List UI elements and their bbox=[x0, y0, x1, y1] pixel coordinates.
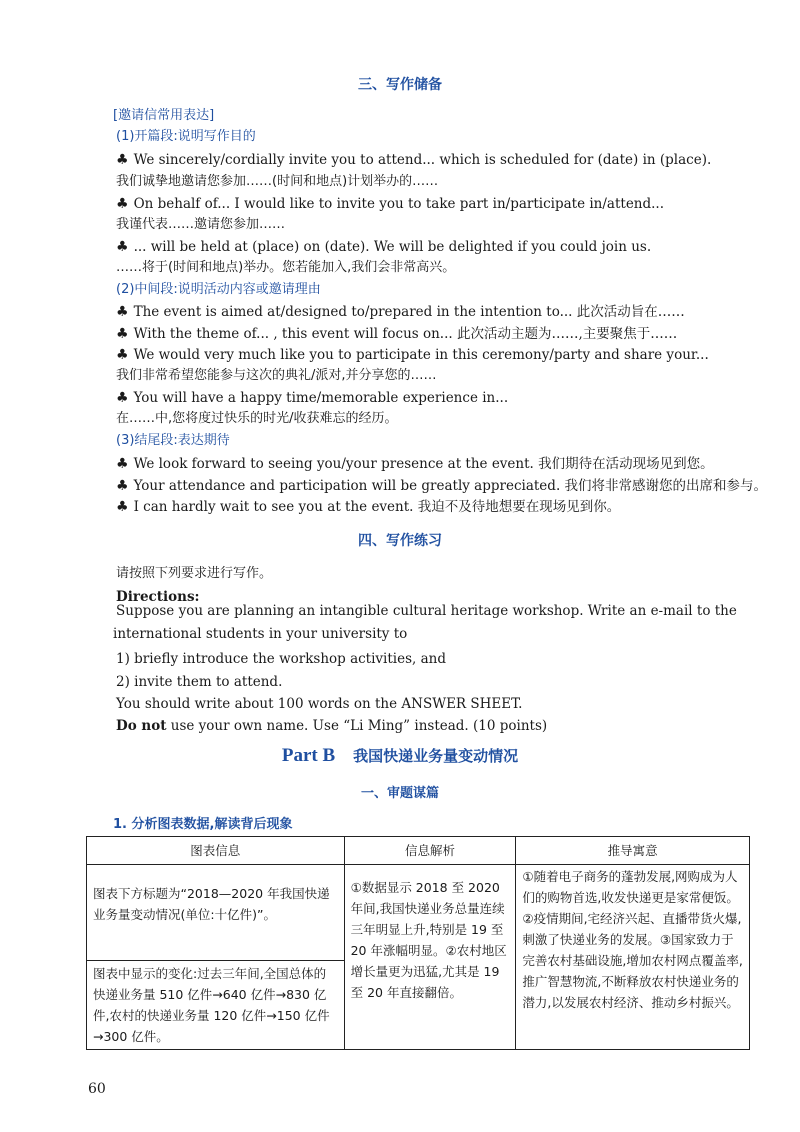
club-bullet-icon: ♣ bbox=[116, 239, 129, 255]
table-row bbox=[87, 865, 750, 961]
step-heading: 1. 分析图表数据,解读背后现象 bbox=[113, 817, 293, 832]
expression-line-7 bbox=[116, 389, 508, 407]
expression-en: The event is aimed at/designed to/prepared in the intention to... 此次活动旨在…… bbox=[133, 304, 685, 320]
expression-translation-1: 我们诚挚地邀请您参加……(时间和地点)计划举办的…… bbox=[116, 174, 439, 189]
expression-en: With the theme of... , this event will focus on... 此次活动主题为……,主要聚焦于…… bbox=[133, 326, 678, 342]
expression-en: We would very much like you to participate in this ceremony/party and share your... bbox=[133, 347, 709, 363]
analysis-table bbox=[86, 836, 750, 1050]
club-bullet-icon: ♣ bbox=[116, 304, 129, 320]
expression-en: On behalf of... I would like to invite you to take part in/participate in/attend... bbox=[133, 196, 665, 212]
name-requirement bbox=[116, 717, 547, 735]
part-b-heading bbox=[0, 745, 800, 767]
club-bullet-icon: ♣ bbox=[116, 499, 129, 515]
task-item-1: 1) briefly introduce the workshop activities, and bbox=[116, 651, 446, 667]
expression-en: We sincerely/cordially invite you to attend... which is scheduled for (date) in (place). bbox=[133, 152, 712, 168]
table-cell-implication: ①随着电子商务的蓬勃发展,网购成为人们的购物首选,收发快递更是家常便饭。②疫情期间,宅经济兴起、直播带货火爆,刺激了快递业务的发展。③国家致力于完善农村基础设施,增加农村网点覆盖率,推广智慧物流,不断释放农村快递业务的潜力,以发展农村经济、推动乡村振兴。 bbox=[516, 865, 750, 1050]
directions-label: Directions: bbox=[116, 589, 200, 605]
expression-en: We look forward to seeing you/your presence at the event. 我们期待在活动现场见到您。 bbox=[133, 456, 714, 472]
name-requirement-text: use your own name. Use “Li Ming” instead. (10 points) bbox=[166, 718, 548, 734]
table-header: 推导寓意 bbox=[516, 837, 750, 865]
expression-translation-6: 我们非常希望您能参与这次的典礼/派对,并分享您的…… bbox=[116, 368, 437, 383]
section-title-analysis: 一、审题谋篇 bbox=[360, 786, 439, 801]
club-bullet-icon: ♣ bbox=[116, 478, 129, 494]
expression-line-8 bbox=[116, 455, 714, 473]
table-header: 图表信息 bbox=[87, 837, 345, 865]
club-bullet-icon: ♣ bbox=[116, 390, 129, 406]
expressions-box-label: [邀请信常用表达] bbox=[113, 108, 215, 123]
table-cell-chart-title: 图表下方标题为“2018—2020 年我国快递业务量变动情况(单位:十亿件)”。 bbox=[87, 865, 345, 961]
expression-translation-3: ……将于(时间和地点)举办。您若能加入,我们会非常高兴。 bbox=[116, 260, 456, 275]
table-cell-analysis: ①数据显示 2018 至 2020 年间,我国快递业务总量连续三年明显上升,特别是 19 至 20 年涨幅明显。②农村地区增长量更为迅猛,尤其是 19 至 20 年直接翻倍。 bbox=[344, 865, 516, 1050]
expression-line-10 bbox=[116, 498, 620, 516]
expression-line-9 bbox=[116, 477, 767, 495]
task-item-2: 2) invite them to attend. bbox=[116, 674, 283, 690]
part-title: 我国快递业务量变动情况 bbox=[353, 747, 519, 765]
expression-line-3 bbox=[116, 238, 651, 256]
club-bullet-icon: ♣ bbox=[116, 456, 129, 472]
expression-line-4 bbox=[116, 303, 685, 321]
subheading-opening: (1)开篇段:说明写作目的 bbox=[116, 129, 256, 144]
expression-translation-7: 在……中,您将度过快乐的时光/收获难忘的经历。 bbox=[116, 411, 398, 426]
club-bullet-icon: ♣ bbox=[116, 196, 129, 212]
subheading-middle: (2)中间段:说明活动内容或邀请理由 bbox=[116, 282, 321, 297]
word-count-requirement: You should write about 100 words on the ANSWER SHEET. bbox=[116, 696, 523, 712]
club-bullet-icon: ♣ bbox=[116, 152, 129, 168]
expression-line-5 bbox=[116, 325, 677, 343]
expression-translation-2: 我谨代表……邀请您参加…… bbox=[116, 217, 286, 232]
expression-en: Your attendance and participation will be greatly appreciated. 我们将非常感谢您的出席和参与。 bbox=[133, 478, 768, 494]
expression-line-2 bbox=[116, 195, 664, 213]
section-title-writing-practice: 四、写作练习 bbox=[358, 533, 442, 549]
part-label: Part B bbox=[281, 745, 336, 766]
section-title-writing-prep: 三、写作储备 bbox=[358, 77, 442, 93]
table-cell-chart-changes: 图表中显示的变化:过去三年间,全国总体的快递业务量 510 亿件→640 亿件→830 亿件,农村的快递业务量 120 亿件→150 亿件→300 亿件。 bbox=[87, 961, 345, 1050]
subheading-closing: (3)结尾段:表达期待 bbox=[116, 433, 230, 448]
expression-en: You will have a happy time/memorable experience in... bbox=[133, 390, 509, 406]
table-header: 信息解析 bbox=[344, 837, 516, 865]
expression-en: I can hardly wait to see you at the event. 我迫不及待地想要在现场见到你。 bbox=[133, 499, 621, 515]
expression-en: ... will be held at (place) on (date). We will be delighted if you could join us. bbox=[133, 239, 652, 255]
expression-line-1 bbox=[116, 151, 711, 169]
expression-line-6 bbox=[116, 346, 709, 364]
table-header-row bbox=[87, 837, 750, 865]
club-bullet-icon: ♣ bbox=[116, 347, 129, 363]
club-bullet-icon: ♣ bbox=[116, 326, 129, 342]
writing-instruction: 请按照下列要求进行写作。 bbox=[116, 566, 273, 581]
do-not-emphasis: Do not bbox=[116, 718, 167, 734]
page-number: 60 bbox=[88, 1081, 106, 1097]
task-paragraph: Suppose you are planning an intangible cultural heritage workshop. Write an e-mail to the international students in your university to bbox=[113, 603, 737, 642]
